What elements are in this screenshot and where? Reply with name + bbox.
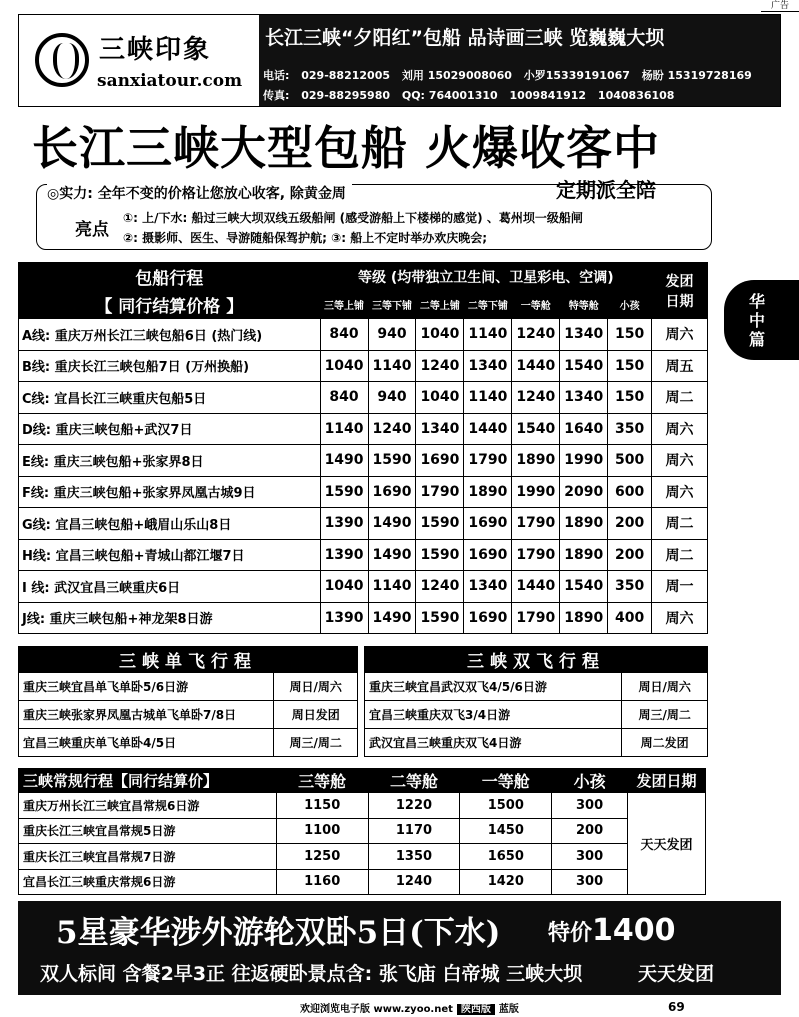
single-flight-table xyxy=(18,646,358,757)
logo-text: 三峡印象 xyxy=(99,35,212,65)
edition-badge: 陕西版 xyxy=(457,1004,495,1015)
price-cell: 1440 xyxy=(512,350,560,382)
fax-line xyxy=(263,87,682,103)
route-name: 宜昌三峡重庆单飞单卧4/5日 xyxy=(19,729,274,757)
price-cell: 1590 xyxy=(416,508,464,540)
price-cell: 1450 xyxy=(460,818,552,844)
route-name: J线: 重庆三峡包船+神龙架8日游 xyxy=(19,602,321,634)
class-header: 一等舱 xyxy=(512,291,560,319)
special-label: 特价 xyxy=(548,921,593,946)
price-cell: 300 xyxy=(552,844,628,870)
table-row xyxy=(19,382,708,414)
departure-day: 周二发团 xyxy=(622,729,708,757)
table-row xyxy=(19,818,706,844)
price-cell: 1100 xyxy=(276,818,368,844)
price-cell: 1440 xyxy=(512,571,560,603)
highlight-line: ②: 摄影师、医生、导游随船保驾护航; ③: 船上不定时举办欢庆晚会; xyxy=(123,231,488,245)
price-cell: 1990 xyxy=(512,476,560,508)
price-cell: 1890 xyxy=(560,539,608,571)
price-cell: 940 xyxy=(368,319,416,351)
table-row xyxy=(19,602,708,634)
price-cell: 1790 xyxy=(416,476,464,508)
phone-number: 杨盼 15319728169 xyxy=(641,69,752,82)
departure-day: 周六 xyxy=(652,445,708,477)
price-cell: 1340 xyxy=(560,319,608,351)
main-title: 长江三峡大型包船 火爆收客中 xyxy=(32,121,661,175)
price-cell: 150 xyxy=(608,319,652,351)
class-header: 二等舱 xyxy=(368,769,460,793)
route-name: A线: 重庆万州长江三峡包船6日 (热门线) xyxy=(19,319,321,351)
cruise-price-table xyxy=(18,262,708,634)
price-cell: 1420 xyxy=(460,869,552,895)
price-cell: 1240 xyxy=(512,382,560,414)
departure-day: 周二 xyxy=(652,508,708,540)
strength-text: ◎实力: 全年不变的价格让您放心收客, 除黄金周 xyxy=(47,183,352,203)
departure-day: 周三/周二 xyxy=(274,729,358,757)
departure-day: 天天发团 xyxy=(628,793,706,895)
table-row xyxy=(19,869,706,895)
price-cell: 1440 xyxy=(464,413,512,445)
class-header: 一等舱 xyxy=(460,769,552,793)
price-cell: 1490 xyxy=(368,508,416,540)
promo-details: 双人标间 含餐2早3正 往返硬卧景点含: 张飞庙 白帝城 三峡大坝 xyxy=(40,963,583,985)
price-cell: 1340 xyxy=(464,571,512,603)
price-cell: 350 xyxy=(608,413,652,445)
table-row xyxy=(19,539,708,571)
departure-day: 周六 xyxy=(652,413,708,445)
price-cell: 1590 xyxy=(416,602,464,634)
price-cell: 400 xyxy=(608,602,652,634)
price-cell: 1140 xyxy=(368,350,416,382)
price-cell: 1540 xyxy=(560,350,608,382)
price-cell: 1250 xyxy=(276,844,368,870)
price-cell: 1040 xyxy=(416,319,464,351)
departure-header: 发团日期 xyxy=(628,769,706,793)
price-cell: 1040 xyxy=(416,382,464,414)
color-edition: 蓝版 xyxy=(498,1004,519,1015)
phone-number: 小罗15339191067 xyxy=(523,69,630,82)
price-cell: 1500 xyxy=(460,793,552,819)
route-name: 重庆三峡宜昌武汉双飞4/5/6日游 xyxy=(365,673,622,701)
price-cell: 350 xyxy=(608,571,652,603)
table-row xyxy=(19,319,708,351)
class-header: 三等上铺 xyxy=(320,291,368,319)
price-cell: 1390 xyxy=(320,602,368,634)
route-name: 重庆长江三峡宜昌常规5日游 xyxy=(19,818,277,844)
price-cell: 840 xyxy=(320,319,368,351)
class-header: 小孩 xyxy=(608,291,652,319)
price-cell: 1390 xyxy=(320,508,368,540)
price-cell: 1140 xyxy=(368,571,416,603)
regular-route-header: 三峡常规行程【同行结算价】 xyxy=(19,769,277,793)
route-name: H线: 宜昌三峡包船+青城山都江堰7日 xyxy=(19,539,321,571)
price-cell: 1240 xyxy=(368,869,460,895)
price-cell: 1690 xyxy=(464,539,512,571)
qq-number: QQ: 764001310 xyxy=(401,89,498,102)
price-cell: 1890 xyxy=(464,476,512,508)
class-header: 小孩 xyxy=(552,769,628,793)
price-cell: 1790 xyxy=(512,508,560,540)
departure-day: 周二 xyxy=(652,382,708,414)
highlights-box xyxy=(36,184,712,250)
price-cell: 1890 xyxy=(560,508,608,540)
promo-banner xyxy=(18,901,781,995)
class-header: 特等舱 xyxy=(560,291,608,319)
fax-number: 029-88295980 xyxy=(301,89,391,102)
phone-number: 刘用 15029008060 xyxy=(401,69,512,82)
table-row xyxy=(19,571,708,603)
price-cell: 1340 xyxy=(416,413,464,445)
departure-header: 发团日期 xyxy=(652,263,708,319)
departure-day: 周六 xyxy=(652,476,708,508)
price-cell: 1590 xyxy=(368,445,416,477)
qq-number: 1009841912 xyxy=(509,89,587,102)
price-cell: 940 xyxy=(368,382,416,414)
table-row xyxy=(19,445,708,477)
logo xyxy=(19,15,259,106)
route-name: G线: 宜昌三峡包船+峨眉山乐山8日 xyxy=(19,508,321,540)
table-row xyxy=(19,844,706,870)
footer-text: 欢迎浏览电子版 www.zyoo.net xyxy=(300,1004,453,1015)
price-cell: 2090 xyxy=(560,476,608,508)
special-price: 1400 xyxy=(592,913,676,948)
price-cell: 1040 xyxy=(320,350,368,382)
grade-header: 等级 (均带独立卫生间、卫星彩电、空调) xyxy=(320,263,652,291)
class-header: 二等上铺 xyxy=(416,291,464,319)
price-cell: 1650 xyxy=(460,844,552,870)
price-cell: 1490 xyxy=(320,445,368,477)
price-cell: 1040 xyxy=(320,571,368,603)
fax-label: 传真: xyxy=(263,89,290,102)
price-cell: 200 xyxy=(608,539,652,571)
table-row xyxy=(19,793,706,819)
price-cell: 1340 xyxy=(464,350,512,382)
departure-day: 周六 xyxy=(652,602,708,634)
price-cell: 1590 xyxy=(416,539,464,571)
departure-day: 周二 xyxy=(652,539,708,571)
route-name: B线: 重庆长江三峡包船7日 (万州换船) xyxy=(19,350,321,382)
double-flight-table xyxy=(364,646,708,757)
price-cell: 1150 xyxy=(276,793,368,819)
price-cell: 1890 xyxy=(560,602,608,634)
table-row xyxy=(19,350,708,382)
route-name: 重庆三峡宜昌单飞单卧5/6日游 xyxy=(19,673,274,701)
ad-tag: 广告 xyxy=(761,0,799,12)
price-cell: 200 xyxy=(552,818,628,844)
price-cell: 150 xyxy=(608,350,652,382)
price-cell: 1640 xyxy=(560,413,608,445)
regular-price-table xyxy=(18,768,706,895)
table-row xyxy=(365,673,708,701)
route-name: C线: 宜昌长江三峡重庆包船5日 xyxy=(19,382,321,414)
departure-day: 周一 xyxy=(652,571,708,603)
slogan: 长江三峡“夕阳红”包船 品诗画三峡 览巍巍大坝 xyxy=(265,27,665,49)
logo-icon xyxy=(35,33,89,87)
route-name: F线: 重庆三峡包船+张家界凤凰古城9日 xyxy=(19,476,321,508)
price-cell: 500 xyxy=(608,445,652,477)
route-name: D线: 重庆三峡包船+武汉7日 xyxy=(19,413,321,445)
highlight-line: ①: 上/下水: 船过三峡大坝双线五级船闸 (感受游船上下楼梯的感觉) 、葛州坝一级船闸 xyxy=(123,211,583,225)
settlement-header: 【 同行结算价格 】 xyxy=(19,291,321,319)
price-cell: 1690 xyxy=(368,476,416,508)
table-row xyxy=(19,729,358,757)
table-row xyxy=(19,413,708,445)
departure-day: 周日/周六 xyxy=(622,673,708,701)
class-header: 三等舱 xyxy=(276,769,368,793)
route-name: E线: 重庆三峡包船+张家界8日 xyxy=(19,445,321,477)
table-row xyxy=(19,673,358,701)
promo-daily: 天天发团 xyxy=(638,963,715,985)
logo-url: sanxiatour.com xyxy=(97,71,243,91)
price-cell: 1790 xyxy=(512,539,560,571)
table-row xyxy=(365,701,708,729)
promo-price xyxy=(548,913,676,948)
price-cell: 1140 xyxy=(464,382,512,414)
price-cell: 1990 xyxy=(560,445,608,477)
class-header: 三等下铺 xyxy=(368,291,416,319)
header xyxy=(18,14,781,107)
price-cell: 1540 xyxy=(560,571,608,603)
route-name: 重庆三峡张家界凤凰古城单飞单卧7/8日 xyxy=(19,701,274,729)
departure-day: 周五 xyxy=(652,350,708,382)
price-cell: 1350 xyxy=(368,844,460,870)
price-cell: 600 xyxy=(608,476,652,508)
departure-day: 周六 xyxy=(652,319,708,351)
page-number: 69 xyxy=(668,1000,685,1014)
highlights-label: 亮点 xyxy=(75,220,109,240)
region-tab-label: 华中篇 xyxy=(748,292,765,349)
region-tab xyxy=(724,280,799,360)
price-cell: 1590 xyxy=(320,476,368,508)
price-cell: 1240 xyxy=(368,413,416,445)
route-name: 宜昌三峡重庆双飞3/4日游 xyxy=(365,701,622,729)
price-cell: 300 xyxy=(552,869,628,895)
class-header: 二等下铺 xyxy=(464,291,512,319)
price-cell: 1240 xyxy=(512,319,560,351)
price-cell: 1540 xyxy=(512,413,560,445)
departure-day: 周日发团 xyxy=(274,701,358,729)
route-name: 重庆万州长江三峡宜昌常规6日游 xyxy=(19,793,277,819)
price-cell: 1490 xyxy=(368,602,416,634)
departure-day: 周日/周六 xyxy=(274,673,358,701)
route-name: I 线: 武汉宜昌三峡重庆6日 xyxy=(19,571,321,603)
price-cell: 1220 xyxy=(368,793,460,819)
qq-number: 1040836108 xyxy=(597,89,675,102)
price-cell: 1390 xyxy=(320,539,368,571)
price-cell: 150 xyxy=(608,382,652,414)
departure-day: 周三/周二 xyxy=(622,701,708,729)
phone-label: 电话: xyxy=(263,69,290,82)
price-cell: 1340 xyxy=(560,382,608,414)
price-cell: 1140 xyxy=(464,319,512,351)
price-cell: 1690 xyxy=(464,602,512,634)
phone-number: 029-88212005 xyxy=(301,69,391,82)
price-cell: 1790 xyxy=(464,445,512,477)
price-cell: 840 xyxy=(320,382,368,414)
route-name: 宜昌长江三峡重庆常规6日游 xyxy=(19,869,277,895)
price-cell: 1140 xyxy=(320,413,368,445)
escort-note: 定期派全陪 xyxy=(556,178,656,202)
table-row xyxy=(19,508,708,540)
price-cell: 1790 xyxy=(512,602,560,634)
price-cell: 1890 xyxy=(512,445,560,477)
price-cell: 300 xyxy=(552,793,628,819)
footer xyxy=(300,1000,519,1015)
price-cell: 1490 xyxy=(368,539,416,571)
price-cell: 1240 xyxy=(416,571,464,603)
phone-line xyxy=(263,67,760,83)
price-cell: 1160 xyxy=(276,869,368,895)
route-name: 重庆长江三峡宜昌常规7日游 xyxy=(19,844,277,870)
single-flight-title: 三峡单飞行程 xyxy=(19,647,358,673)
table-row xyxy=(365,729,708,757)
price-cell: 200 xyxy=(608,508,652,540)
double-flight-title: 三峡双飞行程 xyxy=(365,647,708,673)
table-row xyxy=(19,476,708,508)
price-cell: 1240 xyxy=(416,350,464,382)
route-name: 武汉宜昌三峡重庆双飞4日游 xyxy=(365,729,622,757)
table-row xyxy=(19,701,358,729)
route-header: 包船行程 xyxy=(19,263,321,291)
promo-headline: 5星豪华涉外游轮双卧5日(下水) xyxy=(56,915,501,951)
price-cell: 1690 xyxy=(416,445,464,477)
price-cell: 1690 xyxy=(464,508,512,540)
price-cell: 1170 xyxy=(368,818,460,844)
header-contact-panel xyxy=(259,15,780,106)
